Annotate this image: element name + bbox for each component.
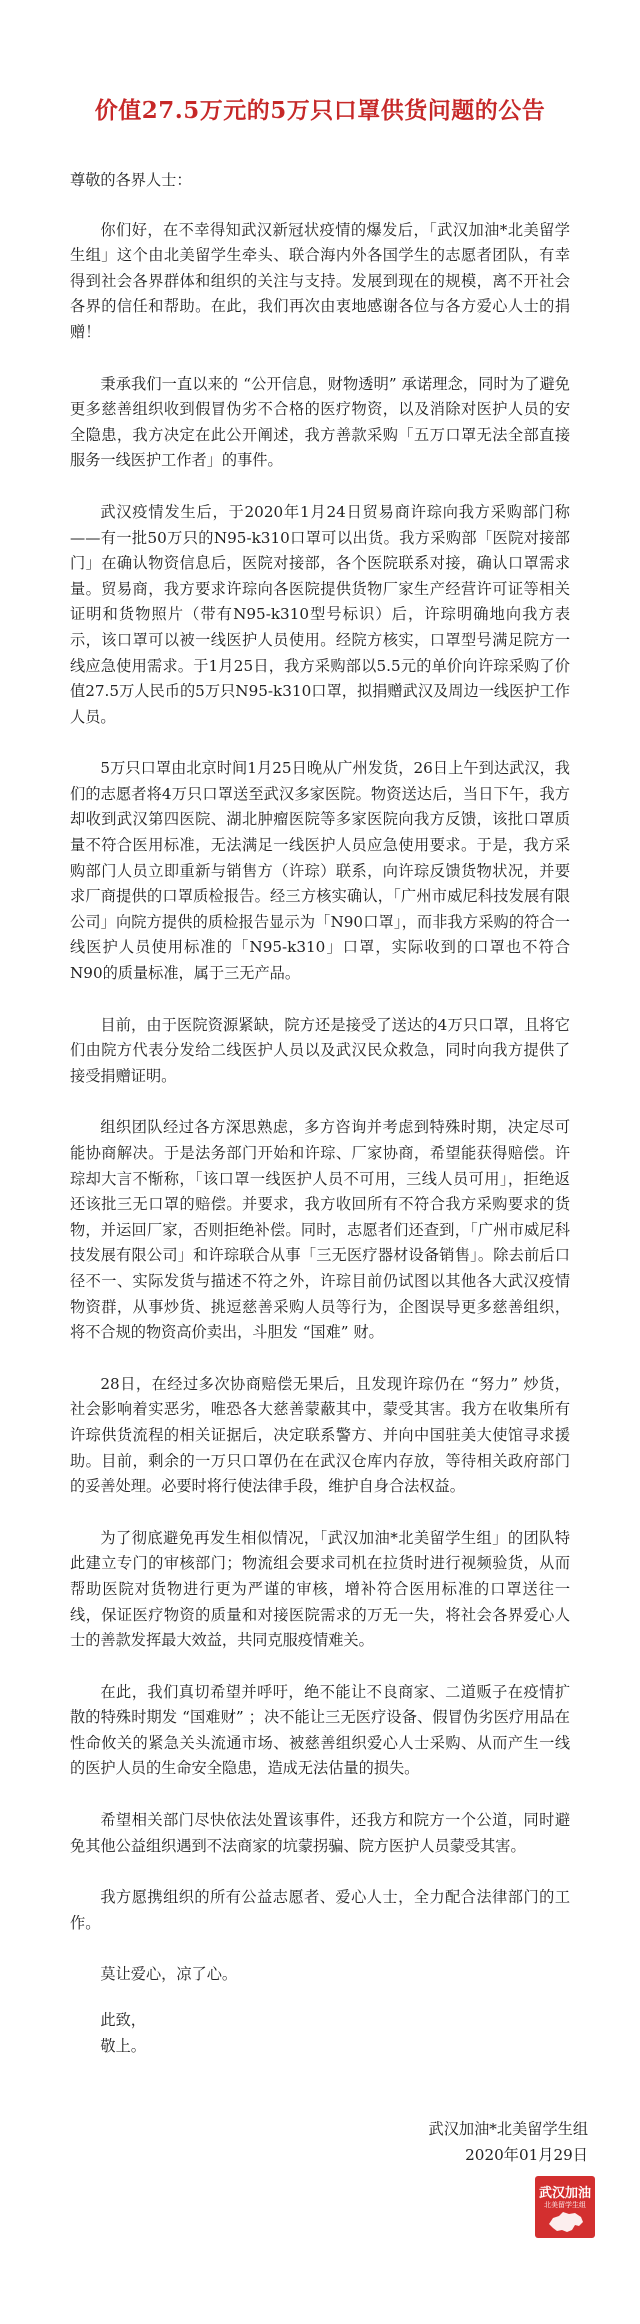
paragraph-1: 你们好，在不幸得知武汉新冠状疫情的爆发后，「武汉加油*北美留学生组」这个由北美留学生牵头、联合海内外各国学生的志愿者团队，有幸得到社会各界群体和组织的关注与支持。发展到现在的规模，离不开社会各界的信任和帮助。在此，我们再次由衷地感谢各位与各方爱心人士的捐赠！ (70, 220, 570, 341)
logo-sub-text: 北美留学生组 (544, 2201, 586, 2209)
paragraph-5: 目前，由于医院资源紧缺，院方还是接受了送达的4万只口罩，且将它们由院方代表分发给二线医护人员以及武汉民众救急，同时向我方提供了接受捐赠证明。 (70, 1015, 570, 1085)
announcement-body (70, 168, 570, 2059)
signature-block (429, 2116, 588, 2168)
page-title: 价值27.5万元的5万只口罩供货问题的公告 (94, 97, 546, 124)
china-map-icon (545, 2210, 585, 2234)
paragraph-6: 组织团队经过各方深思熟虑，多方咨询并考虑到特殊时期，决定尽可能协商解决。于是法务部门开始和许琮、厂家协商，希望能获得赔偿。许琮却大言不惭称，「该口罩一线医护人员不可用，三线人员可用」，拒绝返还该批三无口罩的赔偿。并要求，我方收回所有不符合我方采购要求的货物，并运回厂家，否则拒绝补偿。同时，志愿者们还查到，「广州市威尼科技发展有限公司」和许琮联合从事「三无医疗器材设备销售」。除去前后口径不一、实际发货与描述不符之外，许琮目前仍试图以其他各大武汉疫情物资群，从事炒货、挑逗慈善采购人员等行为，企图误导更多慈善组织，将不合规的物资高价卖出，斗胆发 “国难” 财。 (70, 1118, 570, 1342)
salutation: 尊敬的各界人士： (70, 171, 192, 189)
paragraph-2: 秉承我们一直以来的 “公开信息，财物透明” 承诺理念，同时为了避免更多慈善组织收到假冒伪劣不合格的医疗物资，以及消除对医护人员的安全隐患，我方决定在此公开阐述，我方善款采购「五万口罩无法全部直接服务一线医护工作者」的事件。 (70, 374, 570, 470)
paragraph-8: 为了彻底避免再发生相似情况，「武汉加油*北美留学生组」的团队特此建立专门的审核部门；物流组会要求司机在拉货时进行视频验货，从而帮助医院对货物进行更为严谨的审核，增补符合医用标准的口罩送往一线，保证医疗物资的质量和对接医院需求的万无一失，将社会各界爱心人士的善款发挥最大效益，共同克服疫情难关。 (70, 1528, 570, 1650)
sign-off-respect: 敬上。 (100, 2036, 146, 2055)
paragraph-4: 5万只口罩由北京时间1月25日晚从广州发货，26日上午到达武汉，我们的志愿者将4万只口罩送至武汉多家医院。物资送达后，当日下午，我方却收到武汉第四医院、湖北肿瘤医院等多家医院向我方反馈，该批口罩质量不符合医用标准，无法满足一线医护人员应急使用要求。于是，我方采购部门人员立即重新与销售方（许琮）联系，向许琮反馈货物状况，并要求厂商提供的口罩质检报告。经三方核实确认，「广州市威尼科技发展有限公司」向院方提供的质检报告显示为「N90口罩」，而非我方采购的符合一线医护人员使用标准的「N95-k310」口罩，实际收到的口罩也不符合N90的质量标准，属于三无产品。 (70, 759, 570, 983)
paragraph-3: 武汉疫情发生后，于2020年1月24日贸易商许琮向我方采购部门称——有一批50万只的N95-k310口罩可以出货。我方采购部「医院对接部门」在确认物资信息后，医院对接部，各个医院联系对接，确认口罩需求量。贸易商，我方要求许琮向各医院提供货物厂家生产经营许可证等相关证明和货物照片（带有N95-k310型号标识）后，许琮明确地向我方表示，该口罩可以被一线医护人员使用。经院方核实，口罩型号满足院方一线应急使用需求。于1月25日，我方采购部以5.5元的单价向许琮采购了价值27.5万人民币的5万只N95-k310口罩，拟捐赠武汉及周边一线医护工作人员。 (70, 502, 570, 726)
sign-off-regards: 此致， (100, 2011, 146, 2030)
closing-line: 莫让爱心，凉了心。 (100, 1965, 238, 1984)
signature-date: 2020年01月29日 (465, 2146, 588, 2164)
signature-org: 武汉加油*北美留学生组 (428, 2120, 588, 2138)
paragraph-11: 我方愿携组织的所有公益志愿者、爱心人士，全力配合法律部门的工作。 (70, 1888, 570, 1932)
paragraph-10: 希望相关部门尽快依法处置该事件，还我方和院方一个公道，同时避免其他公益组织遇到不法商家的坑蒙拐骗、院方医护人员蒙受其害。 (70, 1811, 570, 1855)
paragraph-9: 在此，我们真切希望并呼吁，绝不能让不良商家、二道贩子在疫情扩散的特殊时期发 “国难财” ；决不能让三无医疗设备、假冒伪劣医疗用品在性命攸关的紧急关头流通市场、被慈善组织爱心人士采购、从而产生一线的医护人员的生命安全隐患，造成无法估量的损失。 (70, 1682, 570, 1778)
organization-logo (535, 2176, 595, 2238)
logo-main-text: 武汉加油 (538, 2186, 591, 2201)
paragraph-7: 28日，在经过多次协商赔偿无果后，且发现许琮仍在 “努力” 炒货，社会影响着实恶劣，唯恐各大慈善蒙蔽其中，蒙受其害。我方在收集所有许琮供货流程的相关证据后，决定联系警方、并向中国驻美大使馆寻求援助。目前，剩余的一万只口罩仍在在武汉仓库内存放，等待相关政府部门的妥善处理。必要时将行使法律手段，维护自身合法权益。 (70, 1374, 570, 1496)
